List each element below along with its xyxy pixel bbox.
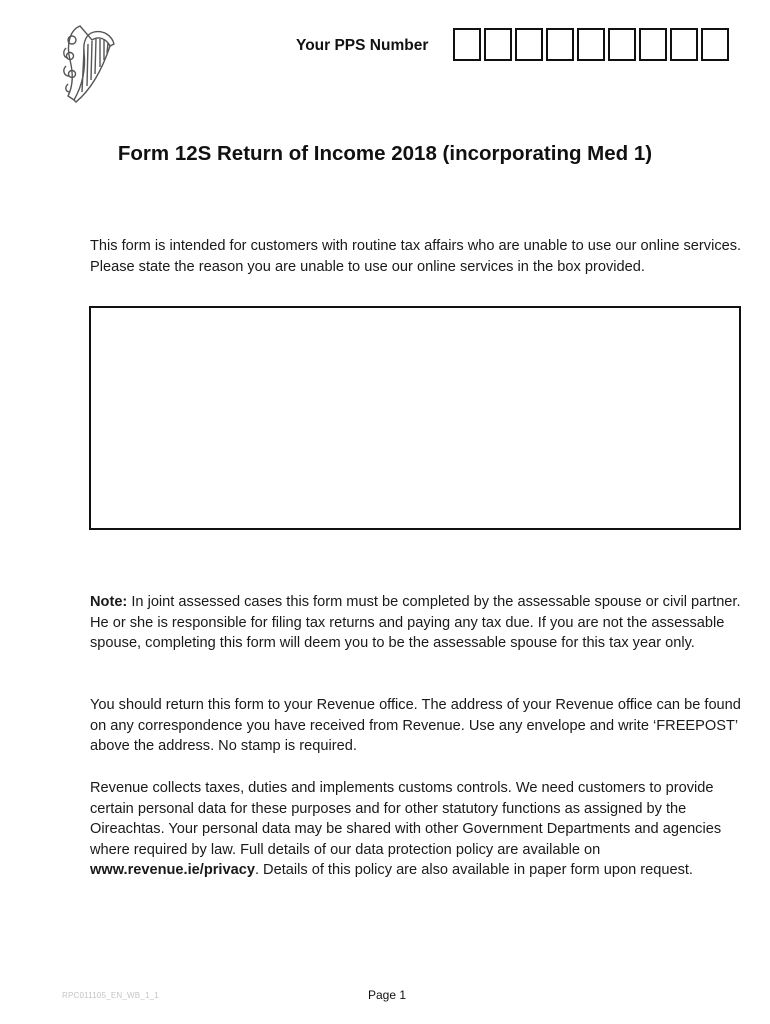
- pps-digit-box[interactable]: [639, 28, 667, 61]
- pps-digit-box[interactable]: [670, 28, 698, 61]
- pps-number-input[interactable]: [453, 28, 732, 61]
- pps-digit-box[interactable]: [608, 28, 636, 61]
- page-number: Page 1: [368, 988, 407, 1002]
- return-paragraph: You should return this form to your Revenue office. The address of your Revenue office can be found on any correspondence you have received from Revenue. Use any envelope and write ‘FREEPOST’ above the address. No stamp is required.: [90, 697, 741, 755]
- pps-digit-box[interactable]: [515, 28, 543, 61]
- pps-digit-box[interactable]: [453, 28, 481, 61]
- privacy-text-before: Revenue collects taxes, duties and implements customs controls. We need customers to provide certain personal data for these purposes and for other statutory functions as assigned by the Oireachtas. Your personal data may be shared with other Government Departments and agencies where required by law. Full details of our data protection policy are available on: [90, 780, 722, 858]
- note-text: In joint assessed cases this form must be completed by the assessable spouse or civil partner. He or she is responsible for filing tax returns and paying any tax due. If you are not the assessable spouse, completing this form will deem you to be the assessable spouse for this tax year only.: [90, 594, 741, 652]
- note-paragraph: [90, 592, 746, 654]
- pps-digit-box[interactable]: [577, 28, 605, 61]
- reason-input-box[interactable]: [89, 306, 741, 530]
- privacy-text-after: . Details of this policy are also available in paper form upon request.: [254, 862, 693, 879]
- pps-number-label: Your PPS Number: [296, 37, 429, 54]
- intro-paragraph: This form is intended for customers with routine tax affairs who are unable to use our online services. Please state the reason you are unable to use our online services in the box provided.: [90, 238, 742, 275]
- harp-crest-icon: [60, 22, 118, 104]
- form-code: RPC011105_EN_WB_1_1: [62, 991, 159, 1000]
- privacy-link[interactable]: www.revenue.ie/privacy: [90, 862, 255, 879]
- privacy-paragraph: [90, 778, 746, 881]
- note-label: Note:: [90, 594, 128, 610]
- pps-digit-box[interactable]: [546, 28, 574, 61]
- pps-digit-box[interactable]: [484, 28, 512, 61]
- pps-digit-box[interactable]: [701, 28, 729, 61]
- form-title: Form 12S Return of Income 2018 (incorporating Med 1): [117, 142, 653, 165]
